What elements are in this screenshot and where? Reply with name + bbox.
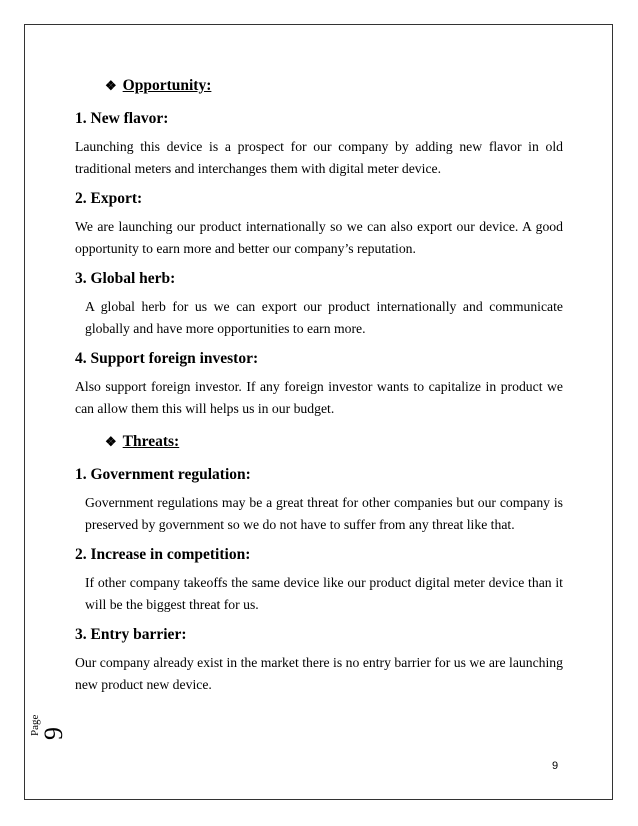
diamond-bullet-icon: ❖ [105, 434, 117, 449]
item-body: We are launching our product internationally so we can also export our device. A good opportunity to earn more and better our company’s reputation. [75, 219, 563, 256]
item-body: Also support foreign investor. If any foreign investor wants to capitalize in product we can allow them this will helps us in our budget. [75, 379, 563, 416]
side-page-marker [29, 700, 69, 760]
item-title: 3. Entry barrier: [75, 626, 187, 643]
diamond-bullet-icon: ❖ [105, 78, 117, 93]
item-body: A global herb for us we can export our product internationally and communicate globally and have more opportunities to earn more. [85, 299, 563, 336]
item-title: 2. Export: [75, 190, 143, 207]
item-title: 4. Support foreign investor: [75, 350, 259, 367]
opportunity-item-4 [75, 348, 563, 420]
threats-item-2 [75, 544, 563, 616]
opportunity-heading-label: Opportunity: [122, 77, 212, 94]
side-page-label: Page [29, 714, 41, 736]
side-page-number: 9 [39, 727, 68, 740]
item-title: 1. Government regulation: [75, 466, 251, 483]
threats-heading-label: Threats: [122, 433, 180, 450]
opportunity-item-1 [75, 108, 563, 180]
item-body: If other company takeoffs the same device like our product digital meter device than it will be the biggest threat for us. [85, 575, 563, 612]
opportunity-item-3 [75, 268, 563, 340]
item-title: 3. Global herb: [75, 270, 176, 287]
item-title: 2. Increase in competition: [75, 546, 251, 563]
threats-item-3 [75, 624, 563, 696]
item-body: Launching this device is a prospect for our company by adding new flavor in old traditional meters and interchanges them with digital meter device. [75, 139, 563, 176]
item-title: 1. New flavor: [75, 110, 169, 127]
threats-heading [105, 428, 563, 456]
opportunity-heading [105, 72, 563, 100]
item-body: Government regulations may be a great threat for other companies but our company is preserved by government so we do not have to suffer from any threat like that. [85, 495, 563, 532]
threats-item-1 [75, 464, 563, 536]
page-number: 9 [552, 760, 559, 772]
opportunity-item-2 [75, 188, 563, 260]
item-body: Our company already exist in the market there is no entry barrier for us we are launching new product new device. [75, 655, 563, 692]
document-body [75, 72, 563, 696]
